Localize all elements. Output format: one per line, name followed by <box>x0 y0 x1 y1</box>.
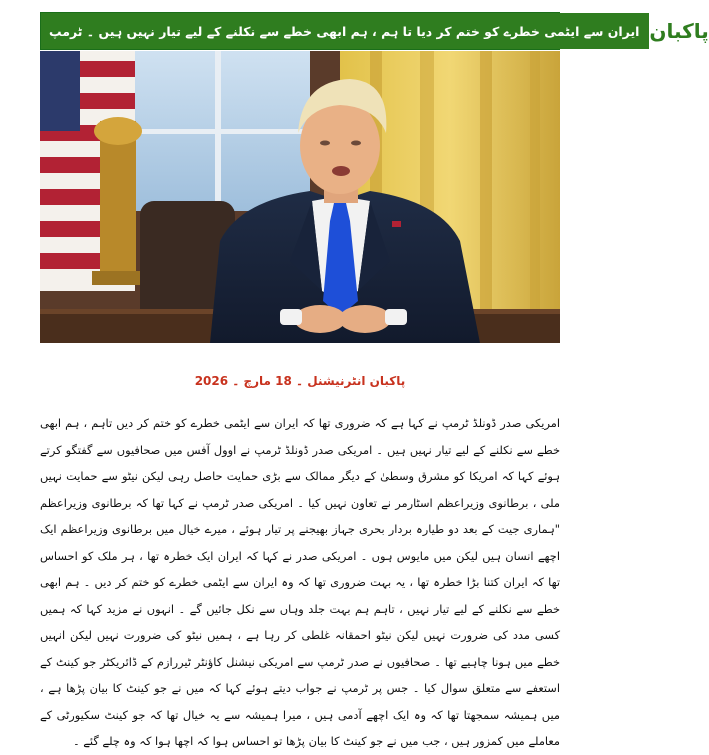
brand-logo: پاکبان <box>647 13 708 49</box>
headline: ایران سے ایٹمی خطرے کو ختم کر دیا تا ہم ، ہم ابھی خطے سے نکلنے کے لیے تیار نہیں ہیں ۔ ٹرمپ <box>41 13 647 49</box>
article-body: امریکی صدر ڈونلڈ ٹرمپ نے کہا ہے کہ ضروری تھا کہ ایران سے ایٹمی خطرے کو ختم کر دیں تاہم ، ہم ابھی خطے سے نکلنے کے لیے تیار نہیں ہیں ۔ امریکی صدر ڈونلڈ ٹرمپ نے اوول آفس میں صحافیوں سے گفتگو کرتے ہوئے کہا کہ امریکا کو مشرق وسطیٰ کے دیگر ممالک سے بڑی حمایت حاصل رہی لیکن نیٹو سے حمایت نہیں ملی ، برطانوی وزیراعظم اسٹارمر نے تعاون نہیں کیا ۔ امریکی صدر ٹرمپ نے کہا تھا کہ برطانوی وزیراعظم "ہماری جیت کے بعد دو طیارہ بردار بحری جہاز بھیجنے پر تیار ہوئے ، میرے خیال میں برطانوی وزیراعظم ایک اچھے انسان ہیں لیکن میں مایوس ہوں ۔ امریکی صدر نے کہا کہ ایران ایک خطرہ تھا ، ہر ملک کو احساس تھا کہ ایران کتنا بڑا خطرہ تھا ، یہ بہت ضروری تھا کہ وہ ایران سے ایٹمی خطرے کو ختم کر دیں ۔ ہم ابھی خطے سے نکلنے کے لیے تیار نہیں ، تاہم ہم بہت جلد وہاں سے نکل جائیں گے ۔ انہوں نے مزید کہا کہ ہمیں کسی مدد کی ضرورت نہیں لیکن نیٹو احمقانہ غلطی کر رہا ہے ، ہمیں نیٹو کی ضرورت نہیں لیکن انہیں خطے میں ہونا چاہیے تھا ۔ صحافیوں نے صدر ٹرمپ سے امریکی نیشنل کاؤنٹر ٹیررازم کے ڈائریکٹر جو کینٹ کے استعفے سے متعلق سوال کیا ۔ جس پر ٹرمپ نے جواب دیتے ہوئے کہا کہ میں نے جو کینٹ کا بیان پڑھا ہے ، میں ہمیشہ سمجھتا تھا کہ وہ ایک اچھے آدمی ہیں ، میرا ہمیشہ سے یہ خیال تھا کہ جو کینٹ سکیورٹی کے معاملے میں کمزور ہیں ، جب میں نے جو کینٹ کا بیان پڑھا تو احساس ہوا کہ اچھا ہوا کہ وہ چلے گئے ۔ <box>40 416 560 748</box>
dateline: پاکبان انٹرنیشنل ۔ 18 مارچ ۔ 2026 <box>194 374 406 388</box>
news-photo <box>40 51 560 343</box>
news-header <box>40 12 709 50</box>
